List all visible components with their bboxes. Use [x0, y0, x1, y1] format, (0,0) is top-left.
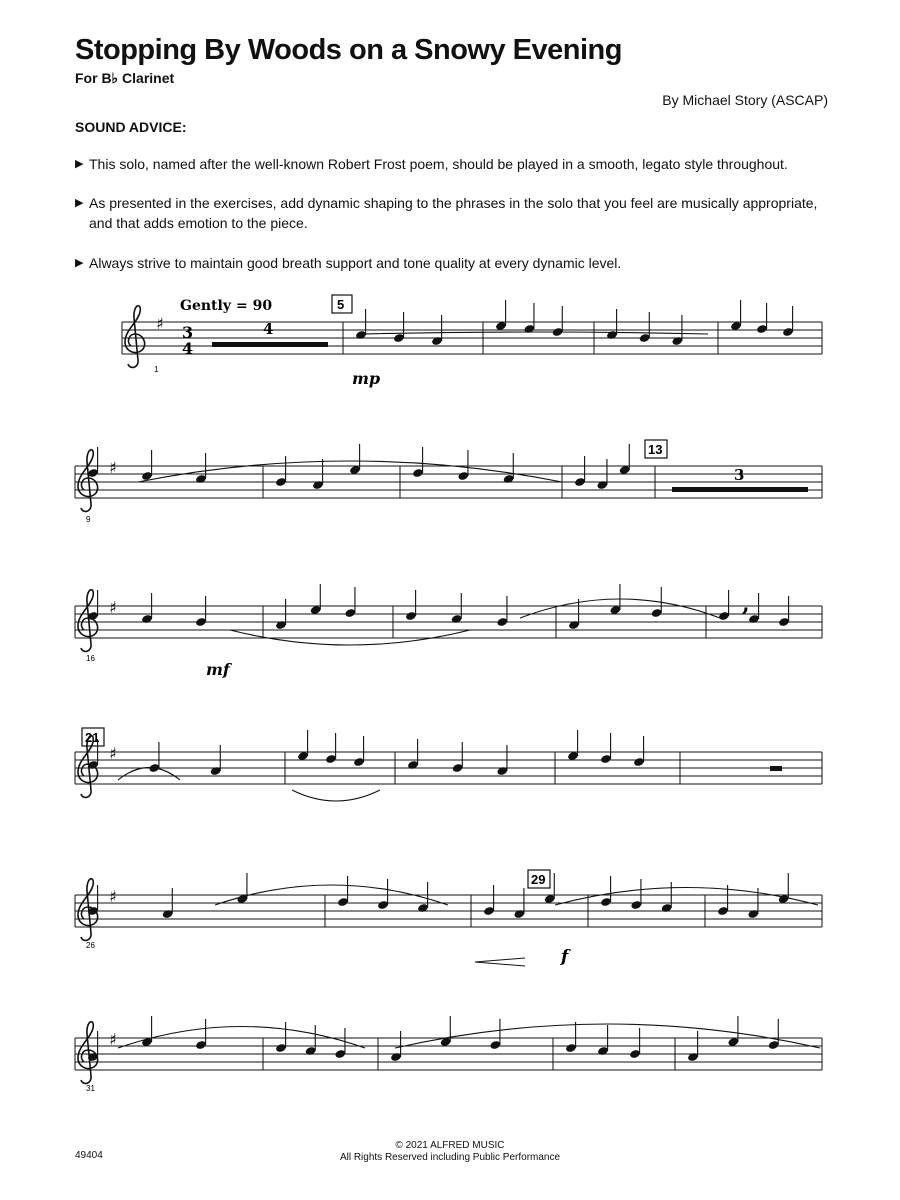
key-signature-sharp: ♯: [109, 887, 117, 906]
dynamic-mf: mf: [206, 660, 230, 679]
multi-rest-count: 3: [734, 466, 745, 484]
key-signature-sharp: ♯: [109, 744, 117, 763]
time-signature-bottom: 4: [182, 339, 194, 358]
copyright-block: [0, 1140, 900, 1164]
tempo-value: = 90: [236, 298, 273, 314]
slur: [360, 332, 708, 334]
sound-advice-heading: SOUND ADVICE:: [75, 119, 187, 135]
bullet-triangle-icon: ▶: [75, 158, 84, 170]
rehearsal-mark: 29: [531, 872, 546, 887]
key-signature-sharp: ♯: [109, 598, 117, 617]
key-signature-sharp: ♯: [109, 1030, 117, 1049]
measure-number: 9: [86, 515, 91, 524]
advice-bullet-text: This solo, named after the well-known Robert Frost poem, should be played in a smooth, legato style throughout.: [89, 156, 788, 172]
advice-bullet-text: Always strive to maintain good breath support and tone quality at every dynamic level.: [89, 255, 622, 271]
bullet-triangle-icon: ▶: [75, 197, 84, 209]
time-signature-top: 3: [182, 323, 194, 342]
measure-number: 31: [86, 1084, 95, 1093]
dynamic-f: f: [561, 947, 569, 967]
rights-line: All Rights Reserved including Public Performance: [339, 1152, 561, 1163]
multi-rest-bar: [672, 487, 808, 492]
rehearsal-mark: 21: [85, 730, 100, 745]
treble-clef-icon: [78, 1022, 98, 1084]
treble-clef-icon: [78, 590, 98, 652]
composer-credit: By Michael Story (ASCAP): [662, 92, 828, 108]
slur: [230, 630, 470, 645]
treble-clef-icon: [78, 450, 98, 512]
catalog-number: 49404: [75, 1150, 103, 1161]
instrument-subtitle: For B♭ Clarinet: [75, 70, 175, 86]
bullet-triangle-icon: ▶: [75, 257, 84, 269]
tempo-word: Gently: [180, 298, 231, 314]
copyright-line: © 2021 ALFRED MUSIC: [395, 1140, 505, 1151]
slur: [118, 768, 180, 781]
slur: [292, 790, 380, 801]
key-signature-sharp: ♯: [156, 314, 164, 333]
measure-number: 1: [154, 365, 159, 374]
multi-rest-count: 4: [263, 320, 274, 338]
dynamic-mp: mp: [352, 369, 381, 388]
slur: [118, 1027, 365, 1049]
whole-rest: [770, 766, 782, 771]
slur: [555, 888, 818, 906]
breath-mark: ,: [742, 591, 750, 617]
rehearsal-mark: 5: [337, 297, 345, 312]
advice-bullet-text: As presented in the exercises, add dynamic shaping to the phrases in the solo that you feel are musically appropriate, and that adds emotion to the piece.: [89, 195, 818, 231]
multi-rest-bar: [212, 342, 328, 347]
treble-clef-icon: [125, 306, 145, 368]
rehearsal-mark: 13: [648, 442, 663, 457]
measure-number: 16: [86, 654, 95, 663]
key-signature-sharp: ♯: [109, 458, 117, 477]
page-title: Stopping By Woods on a Snowy Evening: [75, 34, 622, 66]
measure-number: 26: [86, 941, 95, 950]
crescendo-hairpin: [475, 958, 525, 966]
